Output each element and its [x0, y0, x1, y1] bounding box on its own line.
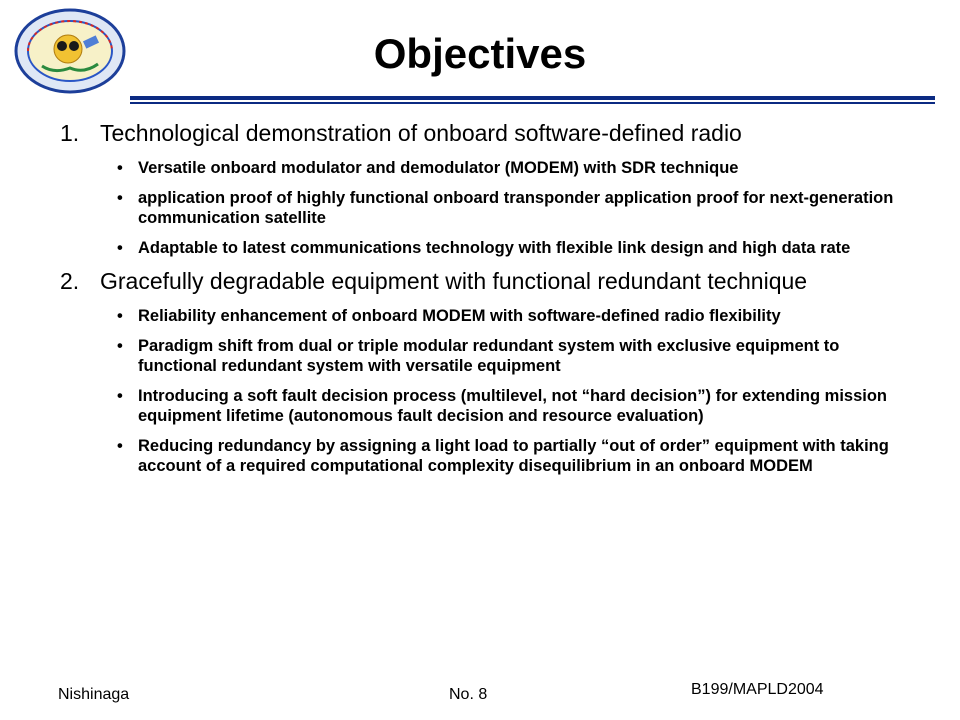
bullet-text: Adaptable to latest communications technology with flexible link design and high data rate	[138, 239, 851, 257]
footer-author: Nishinaga	[58, 686, 130, 703]
objective-text: Gracefully degradable equipment with functional redundant technique	[100, 268, 808, 294]
bullet-item	[60, 238, 900, 258]
title-divider	[130, 96, 935, 100]
bullet-text: Paradigm shift from dual or triple modular redundant system with exclusive equipment to functional redundant system with versatile equipment	[138, 337, 840, 375]
bullet-icon: •	[117, 189, 123, 207]
bullet-item	[60, 436, 900, 476]
objective-1-bullets	[60, 158, 900, 258]
footer-code: B199/MAPLD2004	[691, 681, 824, 698]
bullet-item	[60, 386, 900, 426]
objective-number: 2.	[60, 268, 80, 294]
bullet-text: Reliability enhancement of onboard MODEM with software-defined radio flexibility	[138, 307, 781, 325]
slide-title: Objectives	[373, 30, 587, 77]
bullet-text: application proof of highly functional onboard transponder application proof for next-generation communication satellite	[138, 189, 894, 227]
bullet-text: Reducing redundancy by assigning a light load to partially “out of order” equipment with taking account of a required computational complexity disequilibrium in an onboard MODEM	[138, 437, 889, 475]
title-divider-thin	[130, 102, 935, 104]
bullet-item	[60, 188, 900, 228]
bullet-icon: •	[117, 159, 123, 177]
bullet-item	[60, 306, 900, 326]
objectives-list	[60, 120, 900, 476]
objective-2-bullets	[60, 306, 900, 476]
bullet-icon: •	[117, 307, 123, 325]
objective-number: 1.	[60, 120, 80, 146]
bullet-icon: •	[117, 387, 123, 405]
objective-text: Technological demonstration of onboard software-defined radio	[100, 120, 742, 146]
bullet-item	[60, 336, 900, 376]
bullet-text: Introducing a soft fault decision process (multilevel, not “hard decision”) for extending mission equipment lifetime (autonomous fault decision and resource evaluation)	[138, 387, 888, 425]
bullet-icon: •	[117, 437, 123, 455]
objective-2	[60, 268, 900, 294]
bullet-item	[60, 158, 900, 178]
bullet-text: Versatile onboard modulator and demodulator (MODEM) with SDR technique	[138, 159, 739, 177]
bullet-icon: •	[117, 239, 123, 257]
objective-1	[60, 120, 900, 146]
footer-page-number: No. 8	[449, 686, 488, 703]
bullet-icon: •	[117, 337, 123, 355]
